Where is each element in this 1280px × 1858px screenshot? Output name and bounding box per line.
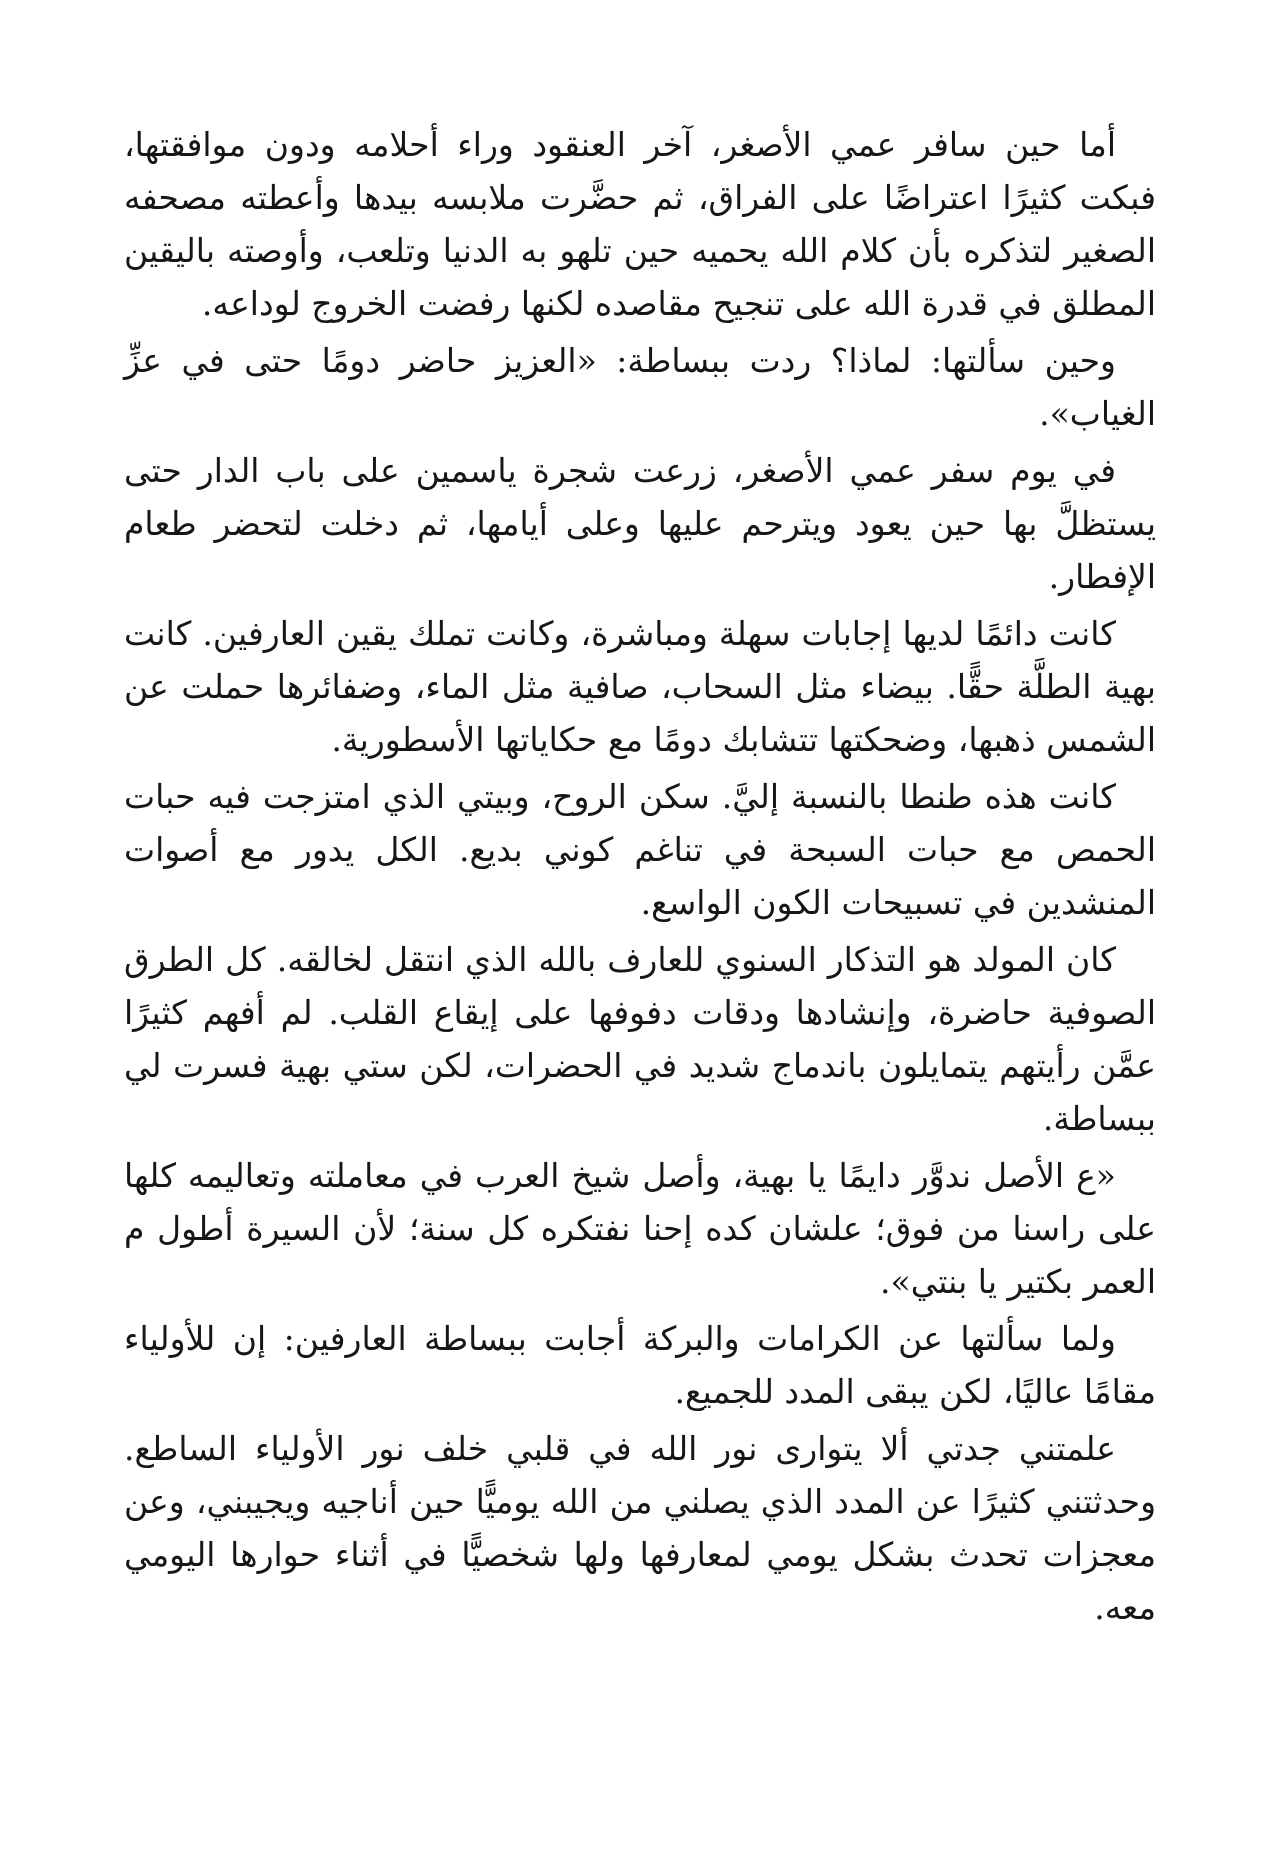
paragraph-7: «ع الأصل ندوَّر دايمًا يا بهية، وأصل شيخ العرب في معاملته وتعاليمه كلها على راسنا من فوق؛ علشان كده إحنا نفتكره كل سنة؛ لأن السيرة أطول م العمر بكتير يا بنتي». xyxy=(124,1156,1156,1301)
paragraph-6: كان المولد هو التذكار السنوي للعارف بالله الذي انتقل لخالقه. كل الطرق الصوفية حاضرة، وإنشادها ودقات دفوفها على إيقاع القلب. لم أفهم كثيرًا عمَّن رأيتهم يتمايلون باندماج شديد في الحضرات، لكن ستي بهية فسرت لي ببساطة. xyxy=(124,940,1156,1138)
paragraph-2: وحين سألتها: لماذا؟ ردت ببساطة: «العزيز حاضر دومًا حتى في عزِّ الغياب». xyxy=(124,341,1156,433)
paragraph-3: في يوم سفر عمي الأصغر، زرعت شجرة ياسمين على باب الدار حتى يستظلَّ بها حين يعود ويترحم عليها وعلى أيامها، ثم دخلت لتحضر طعام الإفطار. xyxy=(124,451,1156,596)
paragraph-4: كانت دائمًا لديها إجابات سهلة ومباشرة، وكانت تملك يقين العارفين. كانت بهية الطلَّة حقًّا. بيضاء مثل السحاب، صافية مثل الماء، وضفائرها حملت عن الشمس ذهبها، وضحكتها تتشابك دومًا مع حكاياتها الأسطورية. xyxy=(124,614,1156,759)
body-text xyxy=(124,118,1156,1634)
paragraph-1: أما حين سافر عمي الأصغر، آخر العنقود وراء أحلامه ودون موافقتها، فبكت كثيرًا اعتراضًا على الفراق، ثم حضَّرت ملابسه بيدها وأعطته مصحفه الصغير لتذكره بأن كلام الله يحميه حين تلهو به الدنيا وتلعب، وأوصته باليقين المطلق في قدرة الله على تنجيح مقاصده لكنها رفضت الخروج لوداعه. xyxy=(124,125,1156,323)
paragraph-8: ولما سألتها عن الكرامات والبركة أجابت ببساطة العارفين: إن للأولياء مقامًا عاليًا، لكن يبقى المدد للجميع. xyxy=(124,1319,1156,1411)
paragraph-9: علمتني جدتي ألا يتوارى نور الله في قلبي خلف نور الأولياء الساطع. وحدثتني كثيرًا عن المدد الذي يصلني من الله يوميًّا حين أناجيه ويجيبني، وعن معجزات تحدث بشكل يومي لمعارفها ولها شخصيًّا في أثناء حوارها اليومي معه. xyxy=(124,1429,1156,1627)
paragraph-5: كانت هذه طنطا بالنسبة إليَّ. سكن الروح، وبيتي الذي امتزجت فيه حبات الحمص مع حبات السبحة في تناغم كوني بديع. الكل يدور مع أصوات المنشدين في تسبيحات الكون الواسع. xyxy=(124,777,1156,922)
